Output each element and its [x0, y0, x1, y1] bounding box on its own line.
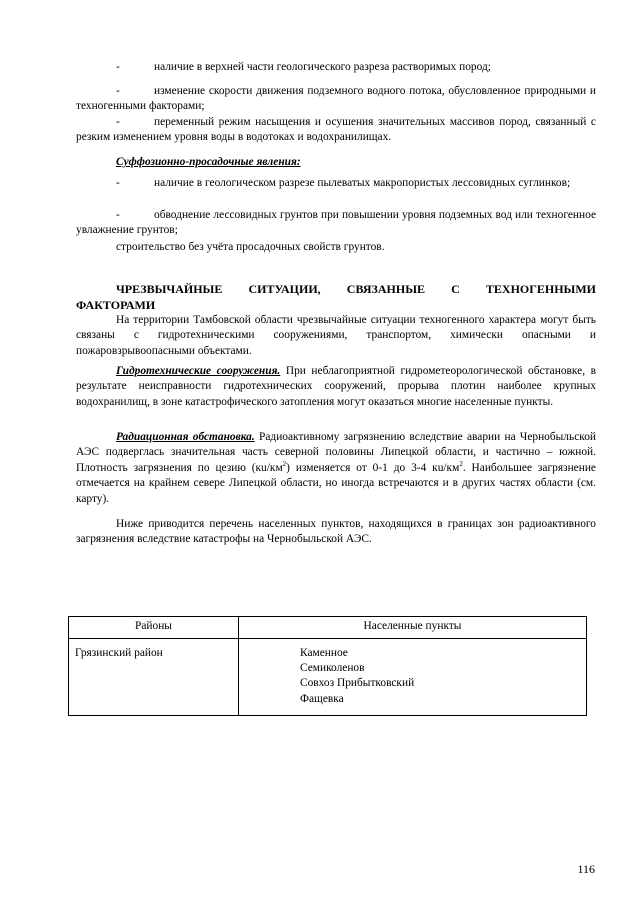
bullet-text: изменение скорости движения подземного водного потока, обусловленное природными и техногенными факторами; — [76, 85, 596, 113]
settlements-cell — [239, 639, 587, 716]
bullet-text: наличие в геологическом разрезе пылеватых макропористых лессовидных суглинков; — [154, 177, 571, 189]
suffosion-closing: строительство без учёта просадочных свойств грунтов. — [116, 241, 385, 253]
list-intro-paragraph: Ниже приводится перечень населенных пунктов, находящихся в границах зон радиоактивного загрязнения вследствие катастрофы на Чернобыльской АЭС. — [76, 518, 596, 546]
bullet-item — [76, 176, 596, 191]
bullet-dash: - — [116, 209, 120, 221]
bullet-dash: - — [116, 85, 120, 97]
radiation-title: Радиационная обстановка. — [116, 431, 255, 443]
settlements-list — [245, 646, 580, 707]
heading-line-2: ФАКТОРАМИ — [76, 297, 156, 312]
section-heading — [76, 282, 596, 313]
intro-paragraph: На территории Тамбовской области чрезвычайные ситуации техногенного характера могут быть связаны с гидротехническими сооружениями, транспортом, химически опасными и пожаровзрывоопасными объектами. — [76, 314, 596, 357]
bullet-dash: - — [116, 61, 120, 73]
list-item: Совхоз Прибытковский — [300, 677, 415, 690]
radiation-paragraph: Радиационная обстановка. Радиоактивному загрязнению вследствие аварии на Чернобыльской АЭС подверглась значительная часть северной половины Липецкой области, и частично – южной. Плотность загрязнения по цезию $(кu/км^2)$ изменяется от 0-1 до 3-4 $кu/км^2$. Наибольшее загрязнение отмечается на крайнем севере Липецкой области, но иногда встречаются и в других частях области (см. карту). — [76, 431, 596, 505]
bullet-item — [76, 60, 596, 75]
hydro-title: Гидротехнические сооружения. — [116, 365, 281, 377]
page-number: 116 — [577, 862, 595, 876]
bullet-item — [76, 115, 596, 146]
column-header-districts: Районы — [69, 617, 239, 639]
hydro-paragraph: Гидротехнические сооружения. При неблагоприятной гидрометеорологической обстановке, в результате неисправности гидротехнических сооружений, прорыва плотин наиболее крупных водохранилищ, в зоне катастрофического затопления могут оказаться многие населенные пункты. — [76, 365, 596, 408]
bullet-dash: - — [116, 177, 120, 189]
list-item: Фащевка — [300, 692, 344, 705]
bullet-item — [76, 84, 596, 115]
bullet-item — [76, 208, 596, 239]
table-header-row — [69, 617, 587, 639]
section-title-suffosion: Суффозионно-просадочные явления: — [116, 156, 301, 168]
list-item: Каменное — [300, 647, 348, 659]
district-cell: Грязинский район — [69, 639, 239, 716]
bullet-text: переменный режим насыщения и осушения значительных массивов пород, связанный с резким изменением уровня воды в водотоках и водохранилищах. — [76, 116, 596, 144]
bullet-dash: - — [116, 116, 120, 128]
heading-line-1: ЧРЕЗВЫЧАЙНЫЕ СИТУАЦИИ, СВЯЗАННЫЕ С ТЕХНОГЕННЫМИ — [116, 282, 596, 296]
column-header-settlements: Населенные пункты — [239, 617, 587, 639]
bullet-text: наличие в верхней части геологического разреза растворимых пород; — [154, 61, 491, 73]
bullet-text: обводнение лессовидных грунтов при повышении уровня подземных вод или техногенное увлажнение грунтов; — [76, 209, 596, 237]
table-row — [69, 639, 587, 716]
list-item: Семиколенов — [300, 662, 365, 675]
settlements-table — [68, 616, 587, 716]
